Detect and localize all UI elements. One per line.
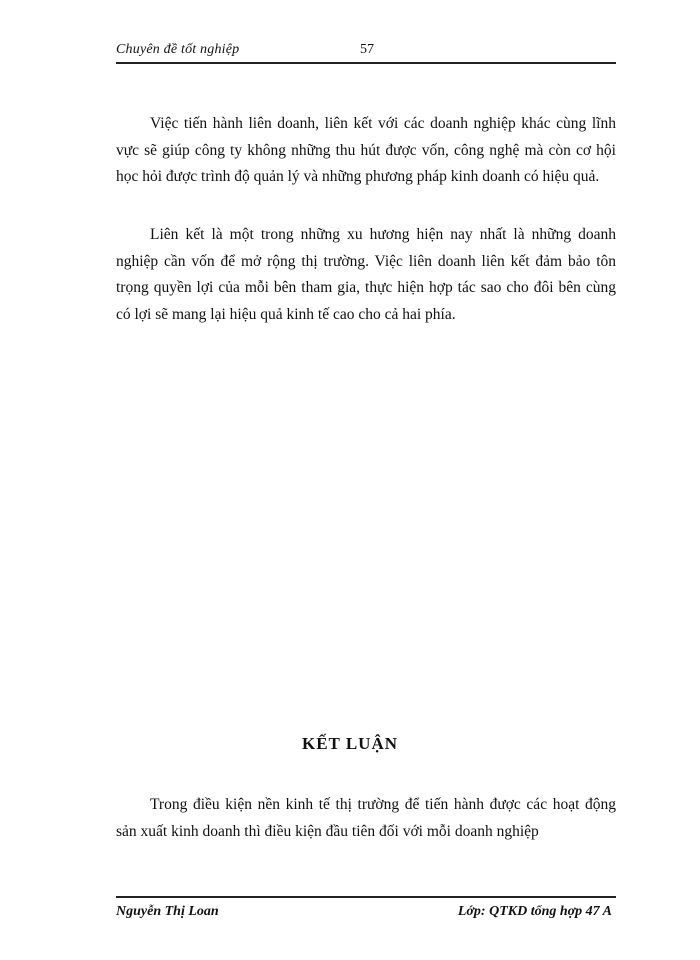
header-title: Chuyên đề tốt nghiệp [116,42,240,57]
footer-author: Nguyễn Thị Loan [116,904,219,919]
conclusion-heading: KẾT LUẬN [301,734,398,753]
footer-class-info: Lớp: QTKD tổng hợp 47 A [457,904,612,919]
page-number: 57 [360,42,374,57]
paragraph-1-text: Việc tiến hành liên doanh, liên kết với các doanh nghiệp khác cùng lĩnh vực sẽ giúp công ty không những thu hút được vốn, công nghệ mà còn cơ hội học hỏi được trình độ quản lý và những phương pháp kinh doanh có hiệu quả. [116,115,616,185]
paragraph-3 [116,792,616,845]
page-header [116,40,616,64]
paragraph-2-text: Liên kết là một trong những xu hương hiện nay nhất là những doanh nghiệp cần vốn để mở rộng thị trường. Việc liên doanh liên kết đảm bảo tôn trọng quyền lợi của mỗi bên tham gia, thực hiện hợp tác sao cho đôi bên cùng có lợi sẽ mang lại hiệu quả kinh tế cao cho cả hai phía. [116,226,616,323]
paragraph-3-text: Trong điều kiện nền kinh tế thị trường để tiến hành được các hoạt động sản xuất kinh doanh thì điều kiện đầu tiên đối với mỗi doanh nghiệp [116,796,616,840]
paragraph-2 [116,222,616,328]
page-footer [116,896,616,922]
paragraph-1 [116,111,616,191]
